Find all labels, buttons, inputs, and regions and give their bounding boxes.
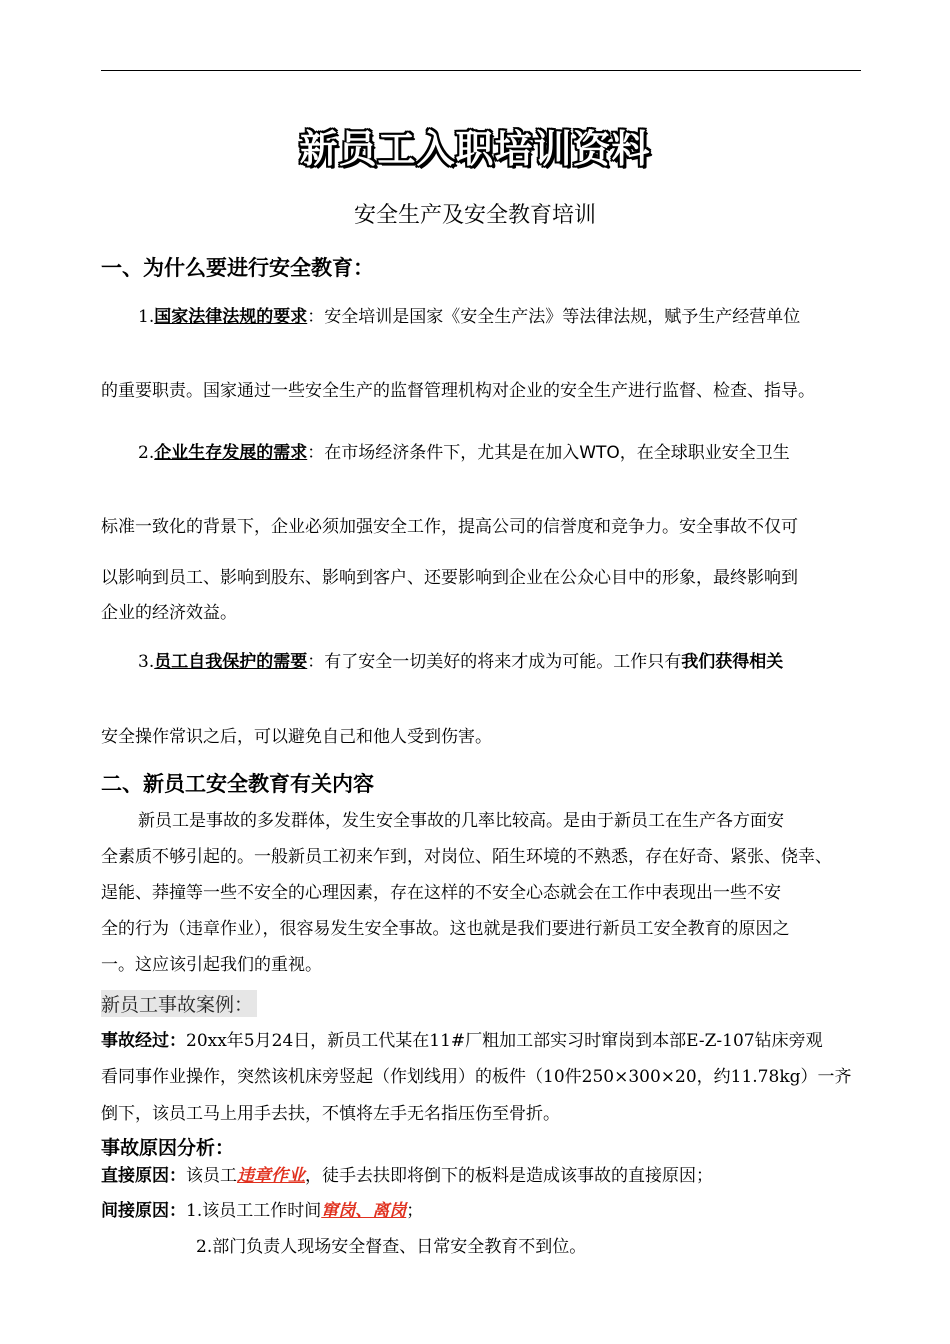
section1-heading: 一、为什么要进行安全教育：	[101, 256, 374, 280]
case-process-line3: 倒下，该员工马上用手去扶，不慎将左手无名指压伤至骨折。	[101, 1104, 560, 1124]
document-title: 新员工入职培训资料	[299, 127, 651, 171]
item2-line4: 企业的经济效益。	[101, 603, 237, 623]
item2-text2b: 安全事故不仅可	[679, 517, 798, 537]
item1-text1: ：安全培训是国家《安全生产法》等法律法规，赋予生产经营单位	[307, 307, 801, 327]
item2-line2	[101, 512, 798, 537]
section2-para-line: 逞能、莽撞等一些不安全的心理因素，存在这样的不安全心态就会在工作中表现出一些不安	[101, 883, 781, 903]
item2-label: 企业生存发展的需求	[154, 443, 308, 463]
case-process-label: 事故经过：	[101, 1031, 186, 1051]
item3-line2: 安全操作常识之后，可以避免自己和他人受到伤害。	[101, 727, 492, 747]
indirect-cause-label: 间接原因：	[101, 1201, 186, 1221]
direct-cause-pre: 该员工	[186, 1166, 237, 1186]
indirect-cause-line2: 2.部门负责人现场安全督查、日常安全教育不到位。	[196, 1237, 587, 1257]
item1-number: 1.	[138, 307, 155, 327]
item1-line1	[138, 302, 800, 327]
case-title: 新员工事故案例：	[101, 990, 257, 1017]
item2-text2a: 标准一致化的背景下，企业必须加强安全工作，提高公司的信誉度和竞争力。	[101, 517, 679, 537]
item2-line3: 以影响到员工、影响到股东、影响到客户、还要影响到企业在公众心目中的形象，最终影响到	[101, 568, 798, 588]
item3-number: 3.	[138, 652, 155, 672]
section2-para-line: 全的行为（违章作业），很容易发生安全事故。这也就是我们要进行新员工安全教育的原因之	[101, 919, 790, 939]
section2-heading: 二、新员工安全教育有关内容	[101, 772, 374, 796]
indirect-cause1-pre: 1.该员工工作时间	[186, 1201, 322, 1221]
item3-text1a: ：有了安全一切美好的将来才成为可能。工作只有	[307, 652, 682, 672]
section2-para-line: 新员工是事故的多发群体，发生安全事故的几率比较高。是由于新员工在生产各方面安	[138, 811, 784, 831]
header-rule	[101, 70, 861, 71]
direct-cause-line	[101, 1161, 713, 1186]
item3-text1b: 我们获得相关	[681, 652, 784, 672]
indirect-cause-line1	[101, 1196, 423, 1221]
item2-line1	[138, 438, 790, 463]
item1-line2: 的重要职责。国家通过一些安全生产的监督管理机构对企业的安全生产进行监督、检查、指导。	[101, 381, 815, 401]
section2-para-line: 一。这应该引起我们的重视。	[101, 955, 322, 975]
case-process-text: 20xx年5月24日，新员工代某在11#厂粗加工部实习时窜岗到本部E-Z-107钻床旁观	[186, 1031, 823, 1051]
item3-label: 员工自我保护的需要	[154, 652, 308, 672]
indirect-cause1-highlight: 窜岗、离岗	[321, 1201, 407, 1221]
direct-cause-highlight: 违章作业	[237, 1166, 305, 1186]
item2-text1: ：在市场经济条件下，尤其是在加入WTO，在全球职业安全卫生	[307, 443, 790, 463]
item1-label: 国家法律法规的要求	[154, 307, 308, 327]
indirect-cause1-post: ；	[406, 1201, 424, 1221]
case-process-line2: 看同事作业操作，突然该机床旁竖起（作划线用）的板件（10件250×300×20，约11.78kg）一齐	[101, 1067, 852, 1087]
section2-para-line: 全素质不够引起的。一般新员工初来乍到，对岗位、陌生环境的不熟悉，存在好奇、紧张、侥幸、	[101, 847, 832, 867]
document-subtitle: 安全生产及安全教育培训	[353, 203, 596, 228]
item2-number: 2.	[138, 443, 155, 463]
analysis-heading: 事故原因分析：	[101, 1137, 235, 1159]
item3-line1	[138, 647, 783, 672]
case-process-line1	[101, 1026, 823, 1051]
direct-cause-post: ，徒手去扶即将倒下的板料是造成该事故的直接原因；	[305, 1166, 713, 1186]
direct-cause-label: 直接原因：	[101, 1166, 186, 1186]
